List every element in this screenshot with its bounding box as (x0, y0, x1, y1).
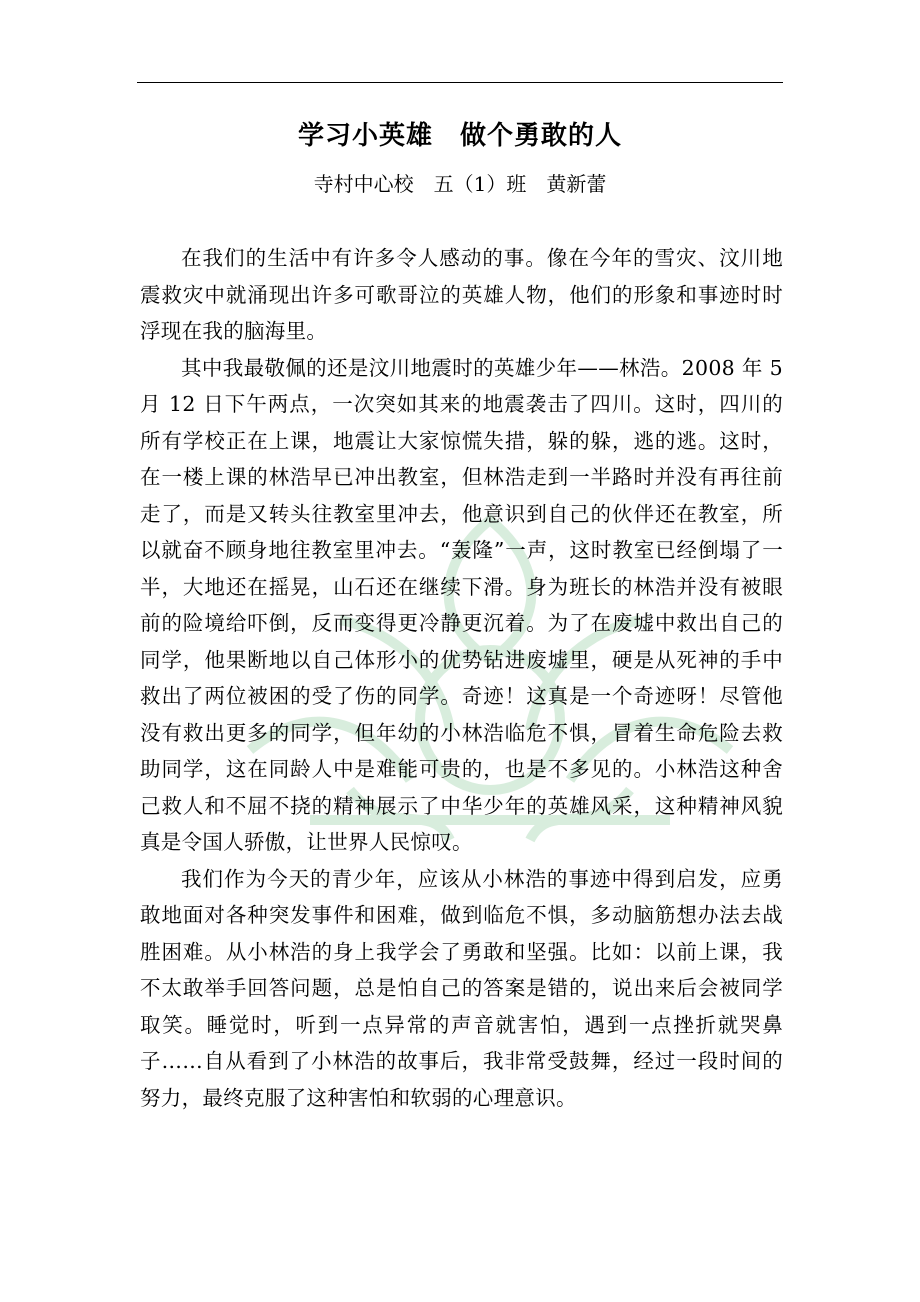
document-body (140, 240, 783, 1116)
paragraph-1: 在我们的生活中有许多令人感动的事。像在今年的雪灾、汶川地震救灾中就涌现出许多可歌哥泣的英雄人物，他们的形象和事迹时时浮现在我的脑海里。 (140, 246, 783, 343)
document-title: 学习小英雄 做个勇敢的人 (297, 121, 622, 151)
author-byline: 寺村中心校 五（1）班 黄新蕾 (313, 172, 607, 196)
paragraph-2: 其中我最敬佩的还是汶川地震时的英雄少年——林浩。2008 年 5 月 12 日下午两点，一次突如其来的地震袭击了四川。这时，四川的所有学校正在上课，地震让大家惊慌失措，躲的躲，逃的逃。这时，在一楼上课的林浩早已冲出教室，但林浩走到一半路时并没有再往前走了，而是又转头往教室里冲去，他意识到自己的伙伴还在教室，所以就奋不顾身地往教室里冲去。“轰隆”一声，这时教室已经倒塌了一半，大地还在摇晃，山石还在继续下滑。身为班长的林浩并没有被眼前的险境给吓倒，反而变得更冷静更沉着。为了在废墟中救出自己的同学，他果断地以自己体形小的优势钻进废墟里，硬是从死神的手中救出了两位被困的受了伤的同学。奇迹！这真是一个奇迹呀！尽管他没有救出更多的同学，但年幼的小林浩临危不惧，冒着生命危险去救助同学，这在同龄人中是难能可贵的，也是不多见的。小林浩这种舍己救人和不屈不挠的精神展示了中华少年的英雄风采，这种精神风貌真是令国人骄傲，让世界人民惊叹。 (140, 355, 783, 854)
paragraph-3: 我们作为今天的青少年，应该从小林浩的事迹中得到启发，应勇敢地面对各种突发事件和困难，做到临危不惧，多动脑筋想办法去战胜困难。从小林浩的身上我学会了勇敢和坚强。比如：以前上课，我不太敢举手回答问题，总是怕自己的答案是错的，说出来后会被同学取笑。睡觉时，听到一点异常的声音就害怕，遇到一点挫折就哭鼻子……自从看到了小林浩的故事后，我非常受鼓舞，经过一段时间的努力，最终克服了这种害怕和软弱的心理意识。 (140, 866, 783, 1110)
header-rule (137, 82, 783, 83)
